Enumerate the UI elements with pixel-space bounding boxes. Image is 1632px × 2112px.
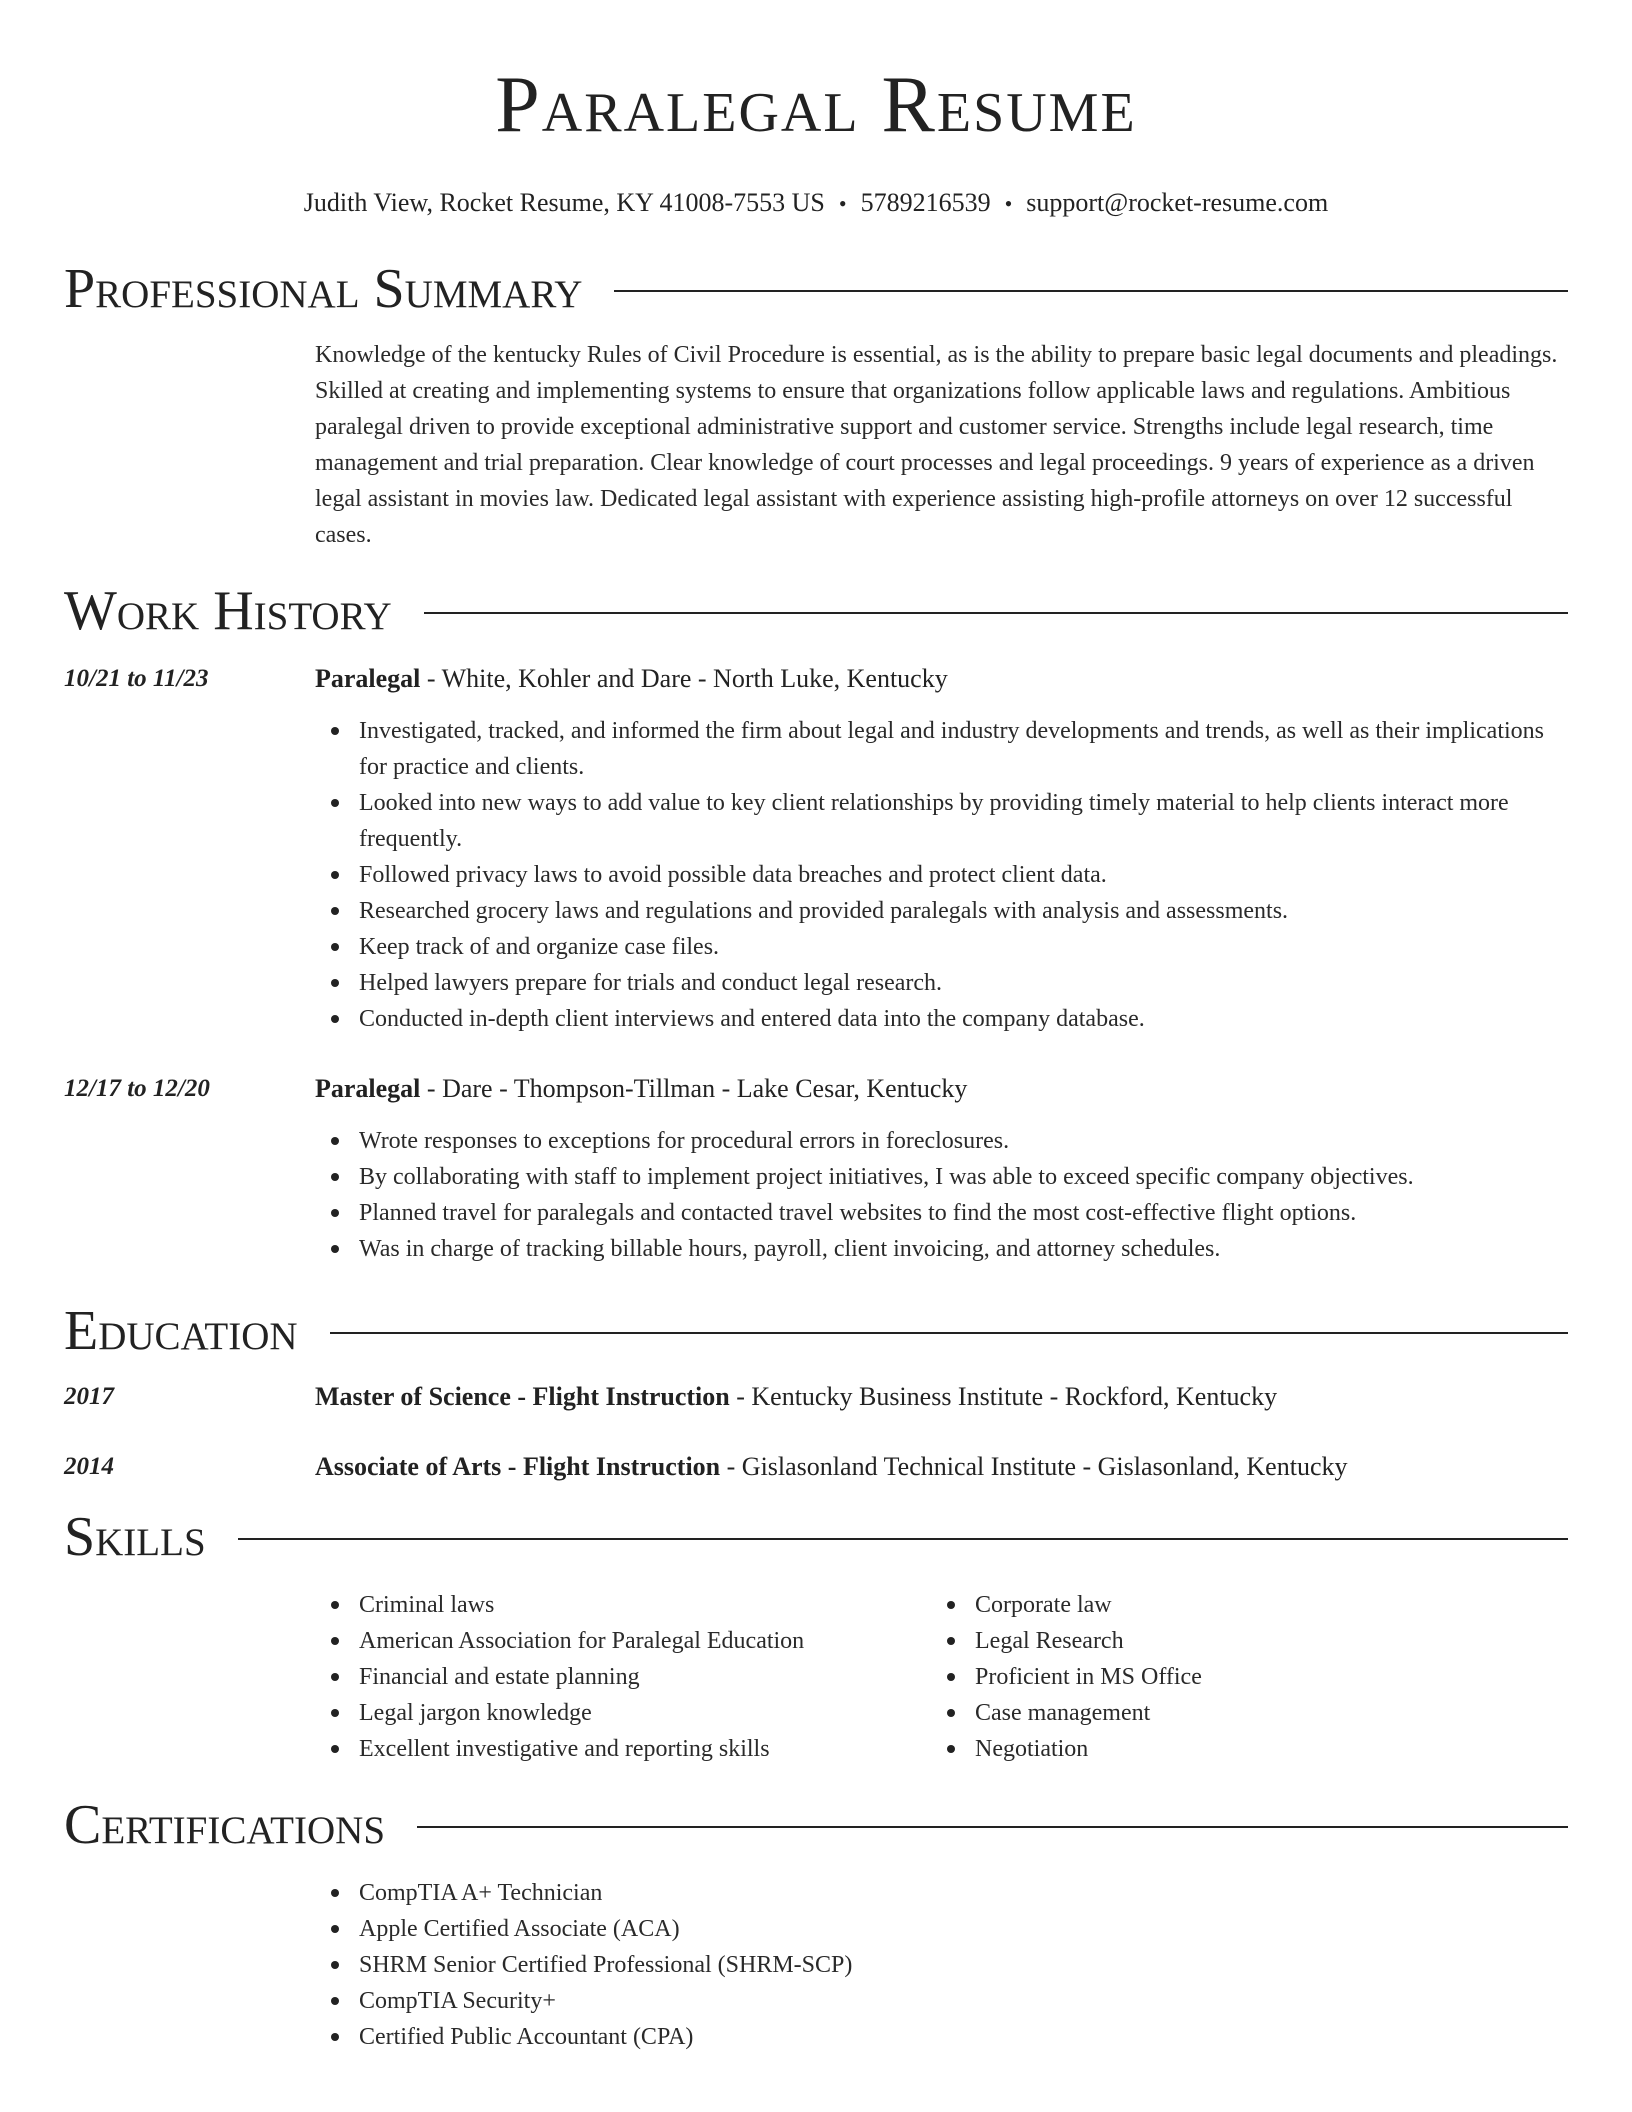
job-dates: 10/21 to 11/23: [64, 665, 209, 692]
skills-section: [0, 1499, 1632, 1767]
certification-item: Certified Public Accountant (CPA): [315, 2019, 1568, 2055]
skill-item: Corporate law: [931, 1587, 1547, 1623]
skill-item: Negotiation: [931, 1731, 1547, 1767]
job-employer: - White, Kohler and Dare - North Luke, Kentucky: [420, 664, 948, 693]
education-heading-row: [64, 1293, 1568, 1369]
education-degree: Master of Science - Flight Instruction: [315, 1382, 730, 1411]
education-heading-text: [315, 1449, 1568, 1485]
contact-separator: •: [838, 191, 847, 216]
list-item: Researched grocery laws and regulations and provided paralegals with analysis and assessments.: [315, 893, 1568, 929]
certifications-section: [0, 1787, 1632, 2055]
list-item: Planned travel for paralegals and contacted travel websites to find the most cost-effective flight options.: [315, 1195, 1568, 1231]
skill-item: Legal Research: [931, 1623, 1547, 1659]
certification-item: CompTIA A+ Technician: [315, 1875, 1568, 1911]
education-heading: Education: [64, 1300, 298, 1362]
skills-grid: [315, 1587, 1568, 1767]
skills-heading: Skills: [64, 1506, 206, 1568]
summary-section: [0, 251, 1632, 553]
summary-text: Knowledge of the kentucky Rules of Civil Procedure is essential, as is the ability to prepare basic legal documents and pleadings. Skilled at creating and implementing systems to ensure that organizations follow applicable laws and regulations. Ambitious paralegal driven to provide exceptional administrative support and customer service. Strengths include legal research, time management and trial preparation. Clear knowledge of court processes and legal proceedings. 9 years of experience as a driven legal assistant in movies law. Dedicated legal assistant with experience assisting high-profile attorneys on over 12 successful cases.: [315, 342, 1558, 548]
certifications-wrap: [315, 1875, 1568, 2055]
contact-line: [0, 186, 1632, 221]
contact-separator: •: [1004, 191, 1013, 216]
certification-item: CompTIA Security+: [315, 1983, 1568, 2019]
skill-item: Excellent investigative and reporting skills: [315, 1731, 931, 1767]
certifications-list: [315, 1875, 1568, 2055]
job-bullets: [315, 713, 1568, 1037]
summary-heading: Professional Summary: [64, 258, 583, 320]
job-title: Paralegal: [315, 1074, 421, 1103]
certifications-heading-row: [64, 1787, 1568, 1863]
resume-title: Paralegal Resume: [495, 61, 1137, 149]
job-employer: - Dare - Thompson-Tillman - Lake Cesar, Kentucky: [420, 1074, 968, 1103]
certifications-heading: Certifications: [64, 1794, 386, 1856]
section-divider: [238, 1538, 1568, 1540]
certification-item: SHRM Senior Certified Professional (SHRM-SCP): [315, 1947, 1568, 1983]
job-main: [315, 1071, 1568, 1267]
contact-phone: 5789216539: [860, 188, 991, 217]
section-divider: [614, 290, 1568, 292]
list-item: Looked into new ways to add value to key client relationships by providing timely material to help clients interact more frequently.: [315, 785, 1568, 857]
list-item: Was in charge of tracking billable hours, payroll, client invoicing, and attorney schedules.: [315, 1231, 1568, 1267]
job-heading: [315, 1071, 1568, 1107]
job-title: Paralegal: [315, 664, 421, 693]
work-heading-row: [64, 573, 1568, 649]
job-heading: [315, 661, 1568, 697]
skills-heading-row: [64, 1499, 1568, 1575]
skills-list-right: [931, 1587, 1547, 1767]
summary-heading-row: [64, 251, 1568, 327]
education-year: 2014: [64, 1453, 114, 1480]
education-school: - Kentucky Business Institute - Rockford, Kentucky: [729, 1382, 1278, 1411]
education-entry: [64, 1379, 1568, 1415]
education-school: - Gislasonland Technical Institute - Gislasonland, Kentucky: [720, 1452, 1348, 1481]
skill-item: Financial and estate planning: [315, 1659, 931, 1695]
skills-column-left: [315, 1587, 931, 1767]
job-dates: 12/17 to 12/20: [64, 1075, 210, 1102]
job-entry: [64, 661, 1568, 1037]
education-heading-text: [315, 1379, 1568, 1415]
skills-list-left: [315, 1587, 931, 1767]
skill-item: Criminal laws: [315, 1587, 931, 1623]
list-item: Investigated, tracked, and informed the firm about legal and industry developments and trends, as well as their implications for practice and clients.: [315, 713, 1568, 785]
list-item: Keep track of and organize case files.: [315, 929, 1568, 965]
certification-item: Apple Certified Associate (ACA): [315, 1911, 1568, 1947]
job-bullets: [315, 1123, 1568, 1267]
skill-item: Proficient in MS Office: [931, 1659, 1547, 1695]
section-divider: [417, 1826, 1568, 1828]
list-item: Wrote responses to exceptions for procedural errors in foreclosures.: [315, 1123, 1568, 1159]
education-year: 2017: [64, 1383, 114, 1410]
job-entry: [64, 1071, 1568, 1267]
section-divider: [330, 1332, 1568, 1334]
section-divider: [424, 612, 1568, 614]
skill-item: Legal jargon knowledge: [315, 1695, 931, 1731]
job-main: [315, 661, 1568, 1037]
list-item: Followed privacy laws to avoid possible data breaches and protect client data.: [315, 857, 1568, 893]
contact-email: support@rocket-resume.com: [1026, 188, 1329, 217]
list-item: By collaborating with staff to implement project initiatives, I was able to exceed specific company objectives.: [315, 1159, 1568, 1195]
skill-item: American Association for Paralegal Education: [315, 1623, 931, 1659]
contact-address: Judith View, Rocket Resume, KY 41008-7553 US: [303, 188, 825, 217]
list-item: Conducted in-depth client interviews and entered data into the company database.: [315, 1001, 1568, 1037]
education-degree: Associate of Arts - Flight Instruction: [315, 1452, 721, 1481]
skills-column-right: [931, 1587, 1547, 1767]
list-item: Helped lawyers prepare for trials and conduct legal research.: [315, 965, 1568, 1001]
work-heading: Work History: [64, 580, 392, 642]
skill-item: Case management: [931, 1695, 1547, 1731]
education-entry: [64, 1449, 1568, 1485]
work-history-section: [0, 573, 1632, 1267]
education-section: [0, 1293, 1632, 1485]
